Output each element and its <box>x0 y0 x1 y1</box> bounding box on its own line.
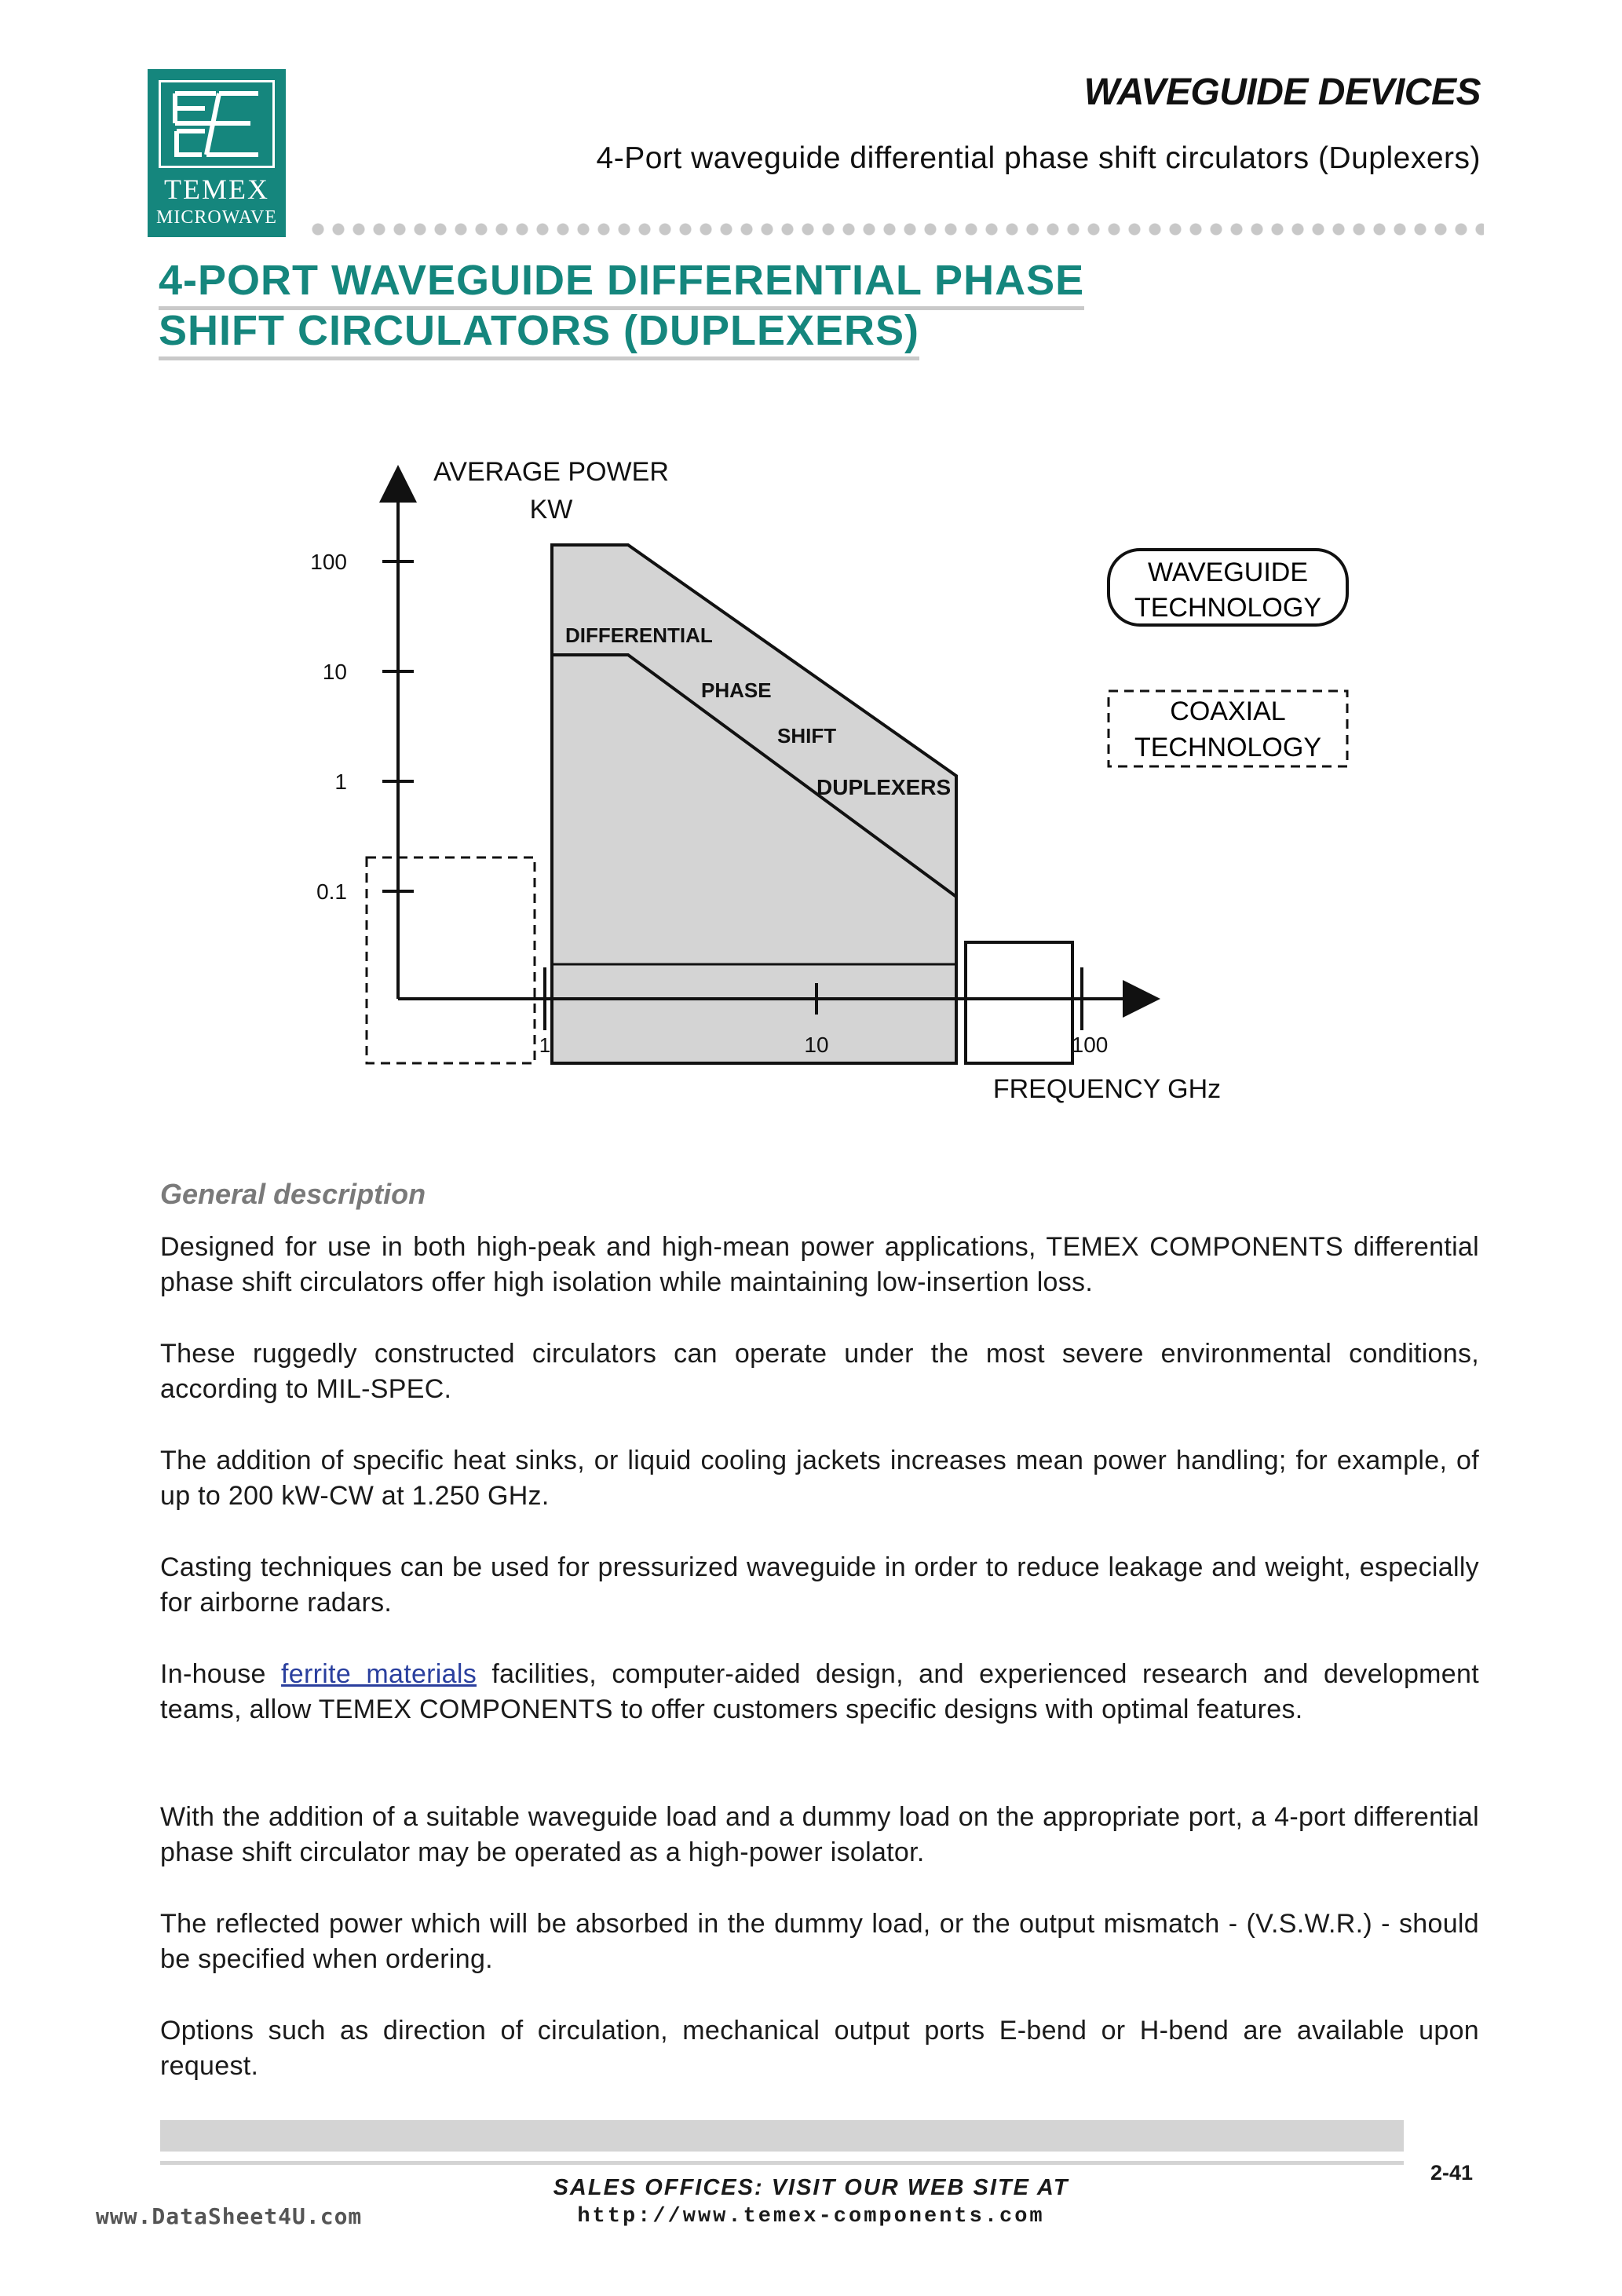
temex-logo-mark <box>159 80 275 168</box>
paragraph-3: The addition of specific heat sinks, or liquid cooling jackets increases mean power handling; for example, of up to 200 kW-CW at 1.250 GHz. <box>160 1446 1479 1511</box>
region-label: DIFFERENTIAL <box>565 623 713 647</box>
page-subtitle: 4-Port waveguide differential phase shift circulators (Duplexers) <box>596 141 1481 175</box>
region-label: SHIFT <box>777 724 837 748</box>
paragraph-1: Designed for use in both high-peak and high-mean power applications, TEMEX COMPONENTS differential phase shift circulators offer high isolation while maintaining low-insertion loss. <box>160 1232 1479 1297</box>
y-axis-label-line-1: AVERAGE POWER <box>433 457 669 487</box>
website-link[interactable]: http://www.temex-components.com <box>577 2205 1045 2228</box>
y-tick-label: 10 <box>322 660 347 684</box>
legend-coaxial-label-2: TECHNOLOGY <box>1134 733 1322 762</box>
paragraph-6: With the addition of a suitable waveguide load and a dummy load on the appropriate port, a 4-port differential phase shift circulator may be operated as a high-power isolator. <box>160 1802 1479 1867</box>
paragraph-8: Options such as direction of circulation, mechanical output ports E-bend or H-bend are available upon request. <box>160 2016 1479 2081</box>
logo-word-temex: TEMEX <box>164 174 269 205</box>
region-label: PHASE <box>701 678 772 702</box>
duplexer-region <box>552 545 956 1063</box>
waveguide-region-high <box>966 942 1072 1063</box>
page-number: 2-41 <box>1430 2161 1474 2184</box>
logo-word-microwave: MICROWAVE <box>156 207 277 228</box>
x-tick-label: 1 <box>539 1033 551 1057</box>
legend-waveguide-label-1: WAVEGUIDE <box>1147 558 1309 587</box>
y-axis-label-line-2: KW <box>529 495 573 525</box>
x-tick-label: 10 <box>804 1033 829 1057</box>
x-axis-label: FREQUENCY GHz <box>992 1074 1222 1104</box>
paragraph-5 <box>160 1657 1479 1727</box>
footer-rule <box>160 2161 1404 2165</box>
coaxial-region-low <box>367 857 535 1063</box>
main-heading-line-2: SHIFT CIRCULATORS (DUPLEXERS) <box>159 306 919 360</box>
logo-glyph-icon <box>161 82 272 166</box>
y-tick-label: 1 <box>334 770 347 794</box>
region-label: DUPLEXERS <box>816 775 952 799</box>
power-frequency-chart <box>0 440 1622 1146</box>
paragraph-7: The reflected power which will be absorbed in the dummy load, or the output mismatch - (V.S.W.R.) - should be specified when ordering. <box>160 1909 1479 1974</box>
legend-waveguide-label-2: TECHNOLOGY <box>1134 593 1322 623</box>
paragraph-2: These ruggedly constructed circulators can operate under the most severe environmental conditions, according to MIL-SPEC. <box>160 1339 1479 1404</box>
footer-bar <box>160 2120 1404 2152</box>
x-tick-label: 100 <box>1071 1033 1109 1057</box>
watermark: www.DataSheet4U.com <box>96 2203 363 2229</box>
temex-logo <box>148 69 286 237</box>
ferrite-materials-link[interactable]: ferrite materials <box>281 1659 477 1689</box>
paragraph-5-pre: In-house <box>160 1659 282 1689</box>
sales-offices-text: SALES OFFICES: VISIT OUR WEB SITE AT <box>553 2175 1069 2200</box>
dotted-divider <box>308 221 1484 237</box>
general-description-heading: General description <box>160 1178 426 1210</box>
paragraph-5-post: facilities, computer-aided design, and experienced research and development teams, allow TEMEX COMPONENTS to offer customers specific designs with optimal features. <box>160 1659 1479 1724</box>
paragraph-4: Casting techniques can be used for pressurized waveguide in order to reduce leakage and weight, especially for airborne radars. <box>160 1552 1479 1618</box>
legend-coaxial-label-1: COAXIAL <box>1170 696 1286 726</box>
main-heading-line-1: 4-PORT WAVEGUIDE DIFFERENTIAL PHASE <box>159 256 1084 310</box>
y-tick-label: 0.1 <box>316 879 347 904</box>
y-tick-label: 100 <box>310 550 347 574</box>
section-title: WAVEGUIDE DEVICES <box>1083 71 1481 113</box>
